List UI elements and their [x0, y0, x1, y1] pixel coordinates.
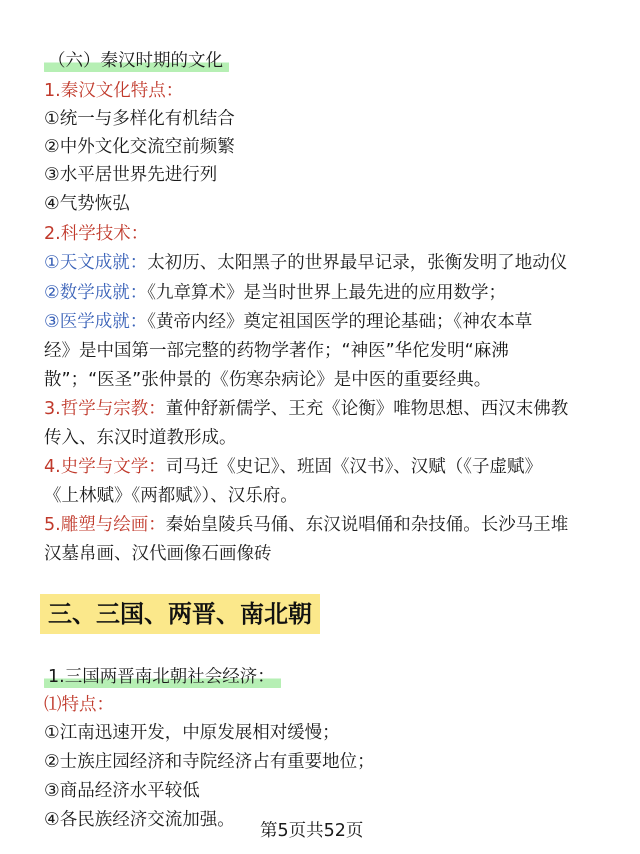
astronomy-text: 太初历、太阳黑子的世界最早记录，张衡发明了地动仪 [147, 253, 568, 273]
medicine-label: ③医学成就： [44, 312, 148, 332]
culture-trait-item: ③水平居世界先进行列 [44, 165, 218, 185]
chapter-heading: 三、三国、两晋、南北朝 [40, 594, 320, 634]
philosophy-text-cont: 传入、东汉时道教形成。 [44, 428, 237, 448]
page-indicator: 第5页共52页 [260, 821, 364, 841]
sculpture-line [44, 512, 568, 538]
section-title-text: （六）秦汉时期的文化 [44, 48, 229, 74]
astronomy-label: ①天文成就： [44, 253, 148, 273]
economy-item: ③商品经济水平较低 [44, 781, 200, 801]
history-line [44, 454, 542, 480]
science-heading: 2.科学技术： [44, 224, 149, 244]
culture-trait-item: ①统一与多样化有机结合 [44, 109, 235, 129]
astronomy-line [44, 250, 567, 276]
culture-trait-item: ④气势恢弘 [44, 194, 130, 214]
medicine-line [44, 309, 532, 335]
math-line [44, 280, 506, 306]
history-text: 司马迁《史记》、班固《汉书》、汉赋（《子虚赋》 [165, 457, 542, 477]
medicine-text-cont: 散”；“医圣”张仲景的《伤寒杂病论》是中医的重要经典。 [44, 370, 492, 390]
philosophy-label: 3.哲学与宗教： [44, 399, 166, 419]
math-text: 《九章算术》是当时世界上最先进的应用数学； [147, 283, 506, 303]
medicine-text-cont: 经》是中国第一部完整的药物学著作；“神医”华佗发明“麻沸 [44, 341, 509, 361]
math-label: ②数学成就： [44, 283, 148, 303]
economy-item: ②士族庄园经济和寺院经济占有重要地位； [44, 752, 375, 772]
economy-subheading: ⑴特点： [44, 695, 114, 715]
economy-heading: 1.三国两晋南北朝社会经济： [44, 664, 281, 690]
history-label: 4.史学与文学： [44, 457, 166, 477]
sculpture-text: 秦始皇陵兵马俑、东汉说唱俑和杂技俑。长沙马王堆 [165, 515, 569, 535]
section-title [44, 48, 229, 74]
sculpture-label: 5.雕塑与绘画： [44, 515, 166, 535]
economy-item: ④各民族经济交流加强。 [44, 810, 235, 830]
philosophy-text: 董仲舒新儒学、王充《论衡》唯物思想、西汉末佛教 [165, 399, 569, 419]
economy-heading-line [44, 664, 281, 690]
sculpture-text-cont: 汉墓帛画、汉代画像石画像砖 [44, 544, 272, 564]
economy-item: ①江南迅速开发，中原发展相对缓慢； [44, 723, 340, 743]
culture-traits-heading: 1.秦汉文化特点： [44, 81, 184, 101]
history-text-cont: 《上林赋》《两都赋》）、汉乐府。 [44, 486, 298, 506]
culture-trait-item: ②中外文化交流空前频繁 [44, 137, 235, 157]
medicine-text: 《黄帝内经》奠定祖国医学的理论基础；《神农本草 [147, 312, 533, 332]
philosophy-line [44, 396, 568, 422]
